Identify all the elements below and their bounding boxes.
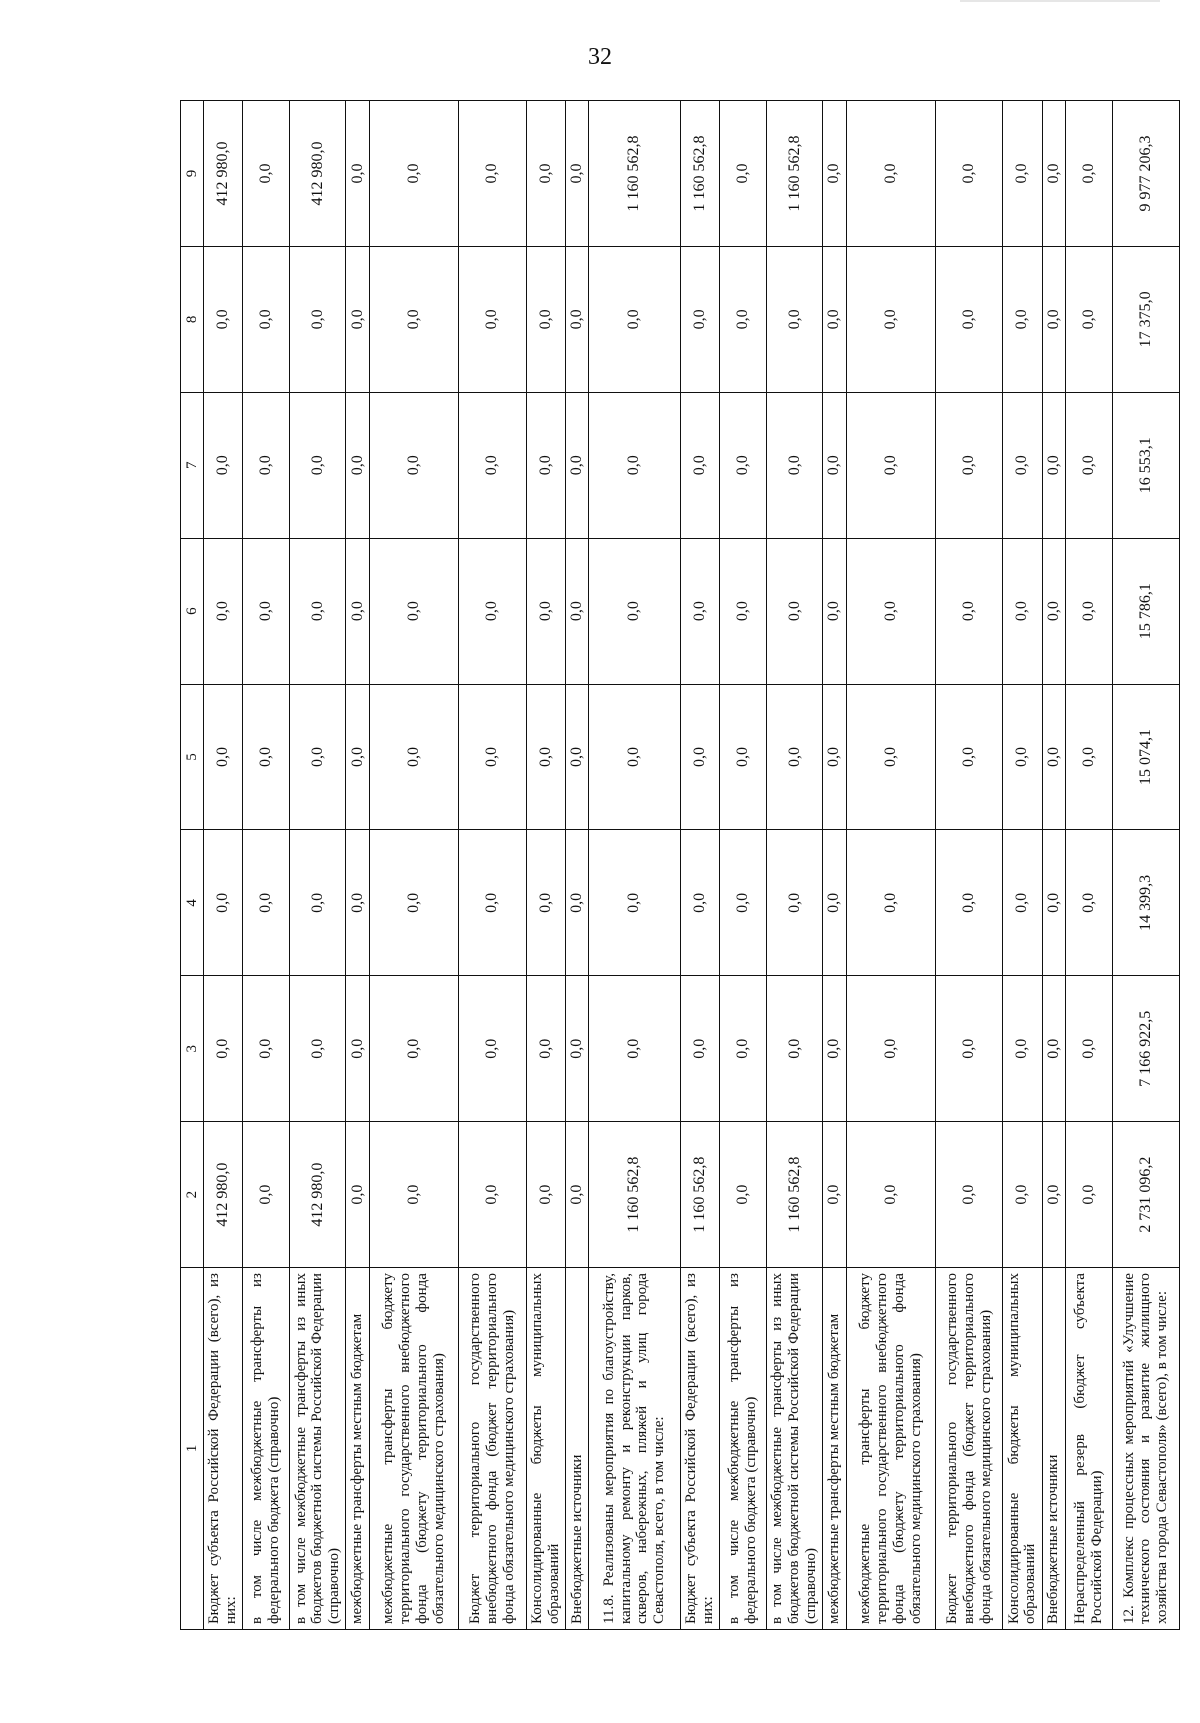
cell-value: 0,0 [1065, 392, 1112, 538]
column-header: 8 [181, 246, 204, 392]
cell-value: 0,0 [1042, 101, 1065, 247]
cell-value: 0,0 [766, 976, 822, 1122]
cell-value: 2 731 096,2 [1112, 1122, 1179, 1268]
cell-value: 0,0 [1065, 1122, 1112, 1268]
row-label: межбюджетные трансферты местным бюджетам [823, 1268, 846, 1630]
cell-value: 0,0 [1042, 684, 1065, 830]
cell-value: 0,0 [1065, 830, 1112, 976]
table-row [1003, 101, 1042, 1630]
cell-value: 0,0 [846, 976, 936, 1122]
row-label: межбюджетные трансферты бюджету территориального государственного внебюджетного фонда (бюджету территориального фонда обязательного медицинского страхования) [369, 1268, 459, 1630]
row-label: в том числе межбюджетные трансферты из федерального бюджета (справочно) [243, 1268, 290, 1630]
cell-value: 1 160 562,8 [766, 1122, 822, 1268]
cell-value: 412 980,0 [204, 1122, 243, 1268]
cell-value: 412 980,0 [204, 101, 243, 247]
cell-value: 0,0 [1065, 684, 1112, 830]
row-label: Консолидированные бюджеты муниципальных образований [526, 1268, 565, 1630]
column-header: 7 [181, 392, 204, 538]
table-row [1112, 101, 1179, 1630]
cell-value: 0,0 [680, 392, 719, 538]
cell-value: 0,0 [1065, 101, 1112, 247]
table-row [589, 101, 681, 1630]
cell-value: 1 160 562,8 [766, 101, 822, 247]
column-header: 1 [181, 1268, 204, 1630]
cell-value: 0,0 [1003, 246, 1042, 392]
cell-value: 0,0 [346, 246, 369, 392]
cell-value: 17 375,0 [1112, 246, 1179, 392]
cell-value: 0,0 [720, 538, 767, 684]
cell-value: 0,0 [290, 538, 346, 684]
cell-value: 0,0 [1042, 830, 1065, 976]
cell-value: 0,0 [565, 392, 588, 538]
cell-value: 0,0 [369, 1122, 459, 1268]
column-header: 5 [181, 684, 204, 830]
cell-value: 0,0 [369, 976, 459, 1122]
cell-value: 0,0 [204, 684, 243, 830]
cell-value: 0,0 [243, 538, 290, 684]
cell-value: 0,0 [720, 976, 767, 1122]
table-row [1065, 101, 1112, 1630]
table-row [766, 101, 822, 1630]
cell-value: 0,0 [823, 538, 846, 684]
cell-value: 0,0 [720, 392, 767, 538]
cell-value: 0,0 [589, 246, 681, 392]
cell-value: 0,0 [936, 538, 1003, 684]
cell-value: 0,0 [243, 976, 290, 1122]
cell-value: 0,0 [936, 684, 1003, 830]
cell-value: 0,0 [720, 1122, 767, 1268]
table-row [680, 101, 719, 1630]
cell-value: 0,0 [846, 392, 936, 538]
cell-value: 7 166 922,5 [1112, 976, 1179, 1122]
cell-value: 0,0 [565, 246, 588, 392]
cell-value: 0,0 [290, 830, 346, 976]
cell-value: 1 160 562,8 [680, 101, 719, 247]
cell-value: 0,0 [565, 684, 588, 830]
cell-value: 0,0 [346, 538, 369, 684]
row-label: 12. Комплекс процессных мероприятий «Улучшение технического состояния и развитие жилищного хозяйства города Севастополя» (всего), в том числе: [1112, 1268, 1179, 1630]
column-header: 6 [181, 538, 204, 684]
cell-value: 0,0 [1003, 976, 1042, 1122]
cell-value: 0,0 [589, 830, 681, 976]
cell-value: 0,0 [1042, 392, 1065, 538]
cell-value: 412 980,0 [290, 1122, 346, 1268]
cell-value: 1 160 562,8 [680, 1122, 719, 1268]
row-label: Бюджет территориального государственного внебюджетного фонда (бюджет территориального фонда обязательного медицинского страхования) [936, 1268, 1003, 1630]
cell-value: 0,0 [459, 246, 526, 392]
cell-value: 15 074,1 [1112, 684, 1179, 830]
row-label: в том числе межбюджетные трансферты из иных бюджетов бюджетной системы Российской Федерации (справочно) [766, 1268, 822, 1630]
cell-value: 0,0 [589, 538, 681, 684]
cell-value: 0,0 [1042, 246, 1065, 392]
table-row [526, 101, 565, 1630]
cell-value: 0,0 [346, 392, 369, 538]
cell-value: 0,0 [589, 684, 681, 830]
table-row [290, 101, 346, 1630]
cell-value: 0,0 [346, 976, 369, 1122]
cell-value: 0,0 [823, 246, 846, 392]
cell-value: 0,0 [565, 830, 588, 976]
cell-value: 0,0 [936, 976, 1003, 1122]
table-row [565, 101, 588, 1630]
table-row [369, 101, 459, 1630]
cell-value: 0,0 [243, 830, 290, 976]
cell-value: 14 399,3 [1112, 830, 1179, 976]
cell-value: 0,0 [936, 101, 1003, 247]
cell-value: 0,0 [589, 392, 681, 538]
cell-value: 0,0 [936, 1122, 1003, 1268]
cell-value: 0,0 [1003, 1122, 1042, 1268]
cell-value: 0,0 [846, 101, 936, 247]
cell-value: 0,0 [290, 976, 346, 1122]
cell-value: 0,0 [346, 830, 369, 976]
cell-value: 0,0 [766, 684, 822, 830]
cell-value: 0,0 [369, 684, 459, 830]
cell-value: 0,0 [766, 538, 822, 684]
row-label: 11.8. Реализованы мероприятия по благоустройству, капитальному ремонту и реконструкции парков, скверов, набережных, пляжей и улиц города Севастополя, всего, в том числе: [589, 1268, 681, 1630]
cell-value: 0,0 [720, 684, 767, 830]
row-label: Бюджет субъекта Российской Федерации (всего), из них: [680, 1268, 719, 1630]
cell-value: 0,0 [243, 246, 290, 392]
cell-value: 0,0 [346, 1122, 369, 1268]
cell-value: 0,0 [680, 976, 719, 1122]
cell-value: 0,0 [1003, 830, 1042, 976]
cell-value: 0,0 [565, 538, 588, 684]
row-label: межбюджетные трансферты бюджету территориального государственного внебюджетного фонда (бюджету территориального фонда обязательного медицинского страхования) [846, 1268, 936, 1630]
header-row [181, 101, 204, 1630]
cell-value: 0,0 [459, 976, 526, 1122]
cell-value: 0,0 [823, 1122, 846, 1268]
row-label: межбюджетные трансферты местным бюджетам [346, 1268, 369, 1630]
cell-value: 0,0 [1065, 976, 1112, 1122]
cell-value: 0,0 [1065, 246, 1112, 392]
cell-value: 15 786,1 [1112, 538, 1179, 684]
cell-value: 0,0 [823, 392, 846, 538]
table-row [346, 101, 369, 1630]
column-header: 9 [181, 101, 204, 247]
row-label: Внебюджетные источники [565, 1268, 588, 1630]
cell-value: 0,0 [459, 101, 526, 247]
cell-value: 0,0 [1042, 538, 1065, 684]
cell-value: 0,0 [369, 246, 459, 392]
cell-value: 0,0 [936, 246, 1003, 392]
cell-value: 0,0 [936, 392, 1003, 538]
cell-value: 0,0 [526, 830, 565, 976]
cell-value: 0,0 [565, 976, 588, 1122]
row-label: Нераспределенный резерв (бюджет субъекта Российской Федерации) [1065, 1268, 1112, 1630]
cell-value: 0,0 [846, 684, 936, 830]
cell-value: 0,0 [680, 246, 719, 392]
table-row [936, 101, 1003, 1630]
table-row [1042, 101, 1065, 1630]
cell-value: 0,0 [1042, 976, 1065, 1122]
cell-value: 0,0 [526, 392, 565, 538]
cell-value: 412 980,0 [290, 101, 346, 247]
column-header: 4 [181, 830, 204, 976]
row-label: Бюджет территориального государственного внебюджетного фонда (бюджет территориального фонда обязательного медицинского страхования) [459, 1268, 526, 1630]
cell-value: 0,0 [459, 684, 526, 830]
cell-value: 0,0 [1003, 538, 1042, 684]
cell-value: 0,0 [680, 830, 719, 976]
page-number: 32 [588, 44, 612, 70]
row-label: Консолидированные бюджеты муниципальных образований [1003, 1268, 1042, 1630]
row-label: Внебюджетные источники [1042, 1268, 1065, 1630]
cell-value: 0,0 [204, 538, 243, 684]
cell-value: 0,0 [1065, 538, 1112, 684]
cell-value: 0,0 [823, 976, 846, 1122]
cell-value: 0,0 [565, 1122, 588, 1268]
cell-value: 0,0 [823, 684, 846, 830]
cell-value: 0,0 [680, 684, 719, 830]
cell-value: 0,0 [526, 538, 565, 684]
table-row [243, 101, 290, 1630]
row-label: в том числе межбюджетные трансферты из иных бюджетов бюджетной системы Российской Федерации (справочно) [290, 1268, 346, 1630]
cell-value: 1 160 562,8 [589, 1122, 681, 1268]
cell-value: 0,0 [720, 830, 767, 976]
table-row [846, 101, 936, 1630]
cell-value: 0,0 [459, 830, 526, 976]
cell-value: 0,0 [565, 101, 588, 247]
cell-value: 0,0 [346, 101, 369, 247]
cell-value: 0,0 [290, 246, 346, 392]
cell-value: 0,0 [766, 246, 822, 392]
row-label: в том числе межбюджетные трансферты из федерального бюджета (справочно) [720, 1268, 767, 1630]
cell-value: 0,0 [823, 830, 846, 976]
cell-value: 0,0 [823, 101, 846, 247]
cell-value: 0,0 [369, 101, 459, 247]
cell-value: 0,0 [204, 246, 243, 392]
cell-value: 16 553,1 [1112, 392, 1179, 538]
cell-value: 0,0 [1003, 684, 1042, 830]
cell-value: 0,0 [846, 246, 936, 392]
cell-value: 0,0 [846, 830, 936, 976]
table-row [823, 101, 846, 1630]
table-body [204, 101, 1180, 1630]
cell-value: 0,0 [720, 101, 767, 247]
cell-value: 0,0 [204, 976, 243, 1122]
table-row [720, 101, 767, 1630]
cell-value: 0,0 [680, 538, 719, 684]
cell-value: 0,0 [346, 684, 369, 830]
cell-value: 0,0 [243, 101, 290, 247]
cell-value: 0,0 [1042, 1122, 1065, 1268]
cell-value: 0,0 [290, 392, 346, 538]
row-label: Бюджет субъекта Российской Федерации (всего), из них: [204, 1268, 243, 1630]
cell-value: 0,0 [526, 1122, 565, 1268]
budget-table [180, 100, 1180, 1630]
cell-value: 0,0 [766, 392, 822, 538]
cell-value: 0,0 [1003, 392, 1042, 538]
cell-value: 0,0 [846, 538, 936, 684]
cell-value: 0,0 [459, 1122, 526, 1268]
cell-value: 0,0 [290, 684, 346, 830]
cell-value: 0,0 [589, 976, 681, 1122]
cell-value: 0,0 [766, 830, 822, 976]
cell-value: 0,0 [459, 392, 526, 538]
cell-value: 0,0 [720, 246, 767, 392]
cell-value: 0,0 [526, 684, 565, 830]
cell-value: 0,0 [526, 246, 565, 392]
cell-value: 0,0 [243, 1122, 290, 1268]
cell-value: 0,0 [526, 976, 565, 1122]
cell-value: 1 160 562,8 [589, 101, 681, 247]
cell-value: 0,0 [526, 101, 565, 247]
cell-value: 0,0 [243, 392, 290, 538]
cell-value: 0,0 [204, 830, 243, 976]
cell-value: 0,0 [459, 538, 526, 684]
cell-value: 0,0 [1003, 101, 1042, 247]
cell-value: 9 977 206,3 [1112, 101, 1179, 247]
cell-value: 0,0 [846, 1122, 936, 1268]
column-header: 3 [181, 976, 204, 1122]
cell-value: 0,0 [369, 392, 459, 538]
cell-value: 0,0 [369, 830, 459, 976]
cell-value: 0,0 [369, 538, 459, 684]
cell-value: 0,0 [243, 684, 290, 830]
table-row [459, 101, 526, 1630]
cell-value: 0,0 [936, 830, 1003, 976]
cell-value: 0,0 [204, 392, 243, 538]
column-header: 2 [181, 1122, 204, 1268]
table-row [204, 101, 243, 1630]
